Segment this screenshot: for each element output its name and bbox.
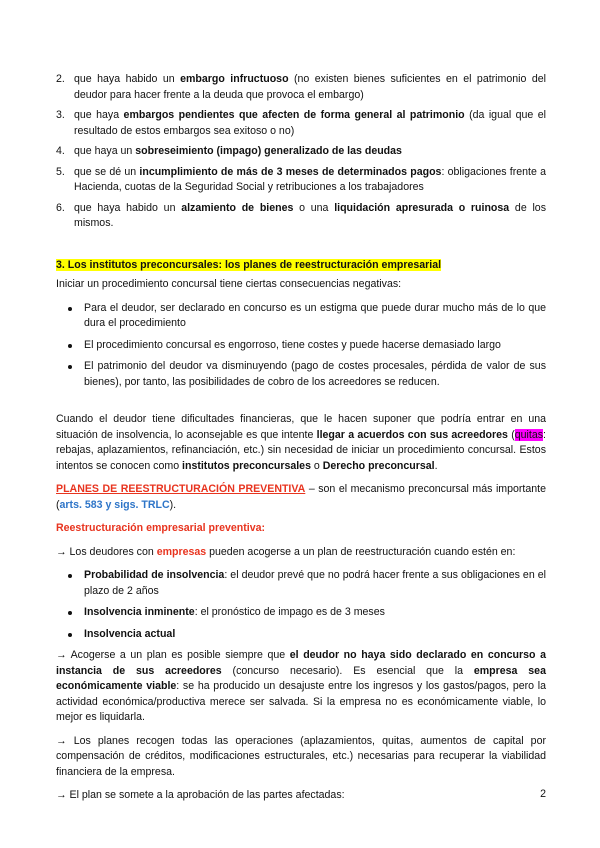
arrow-icon: →: [56, 789, 67, 801]
text: (no existen bienes suficientes en el patrimonio del deudor para hacer frente a la deuda que provoca el embargo): [74, 73, 546, 101]
text: Cuando el deudor tiene dificultades financieras, que le hacen suponer que podría entrar en una situación de insolvencia, lo aconsejable es que intente: [56, 413, 546, 441]
arrow-icon: →: [56, 734, 67, 747]
bold-text: Insolvencia actual: [84, 627, 176, 640]
text: : rebajas, aplazamientos, refinanciación, etc.) sin necesidad de iniciar un procedimiento concursal. Estos intentos se conocen como: [56, 428, 546, 472]
bold-text: el deudor no haya sido declarado en concurso a instancia de sus acreedores: [56, 649, 546, 677]
paragraph-planes: [56, 482, 546, 513]
text: que haya habido un: [74, 201, 182, 214]
section-intro: Iniciar un procedimiento concursal tiene ciertas consecuencias negativas:: [56, 278, 402, 290]
text: o: [310, 459, 323, 472]
arrow-icon: →: [56, 545, 67, 558]
text: (concurso necesario). Es esencial que la: [221, 664, 474, 677]
bullet-item: El procedimiento concursal es engorroso, tiene costes y puede hacerse demasiado largo: [56, 338, 546, 354]
list-number: 5.: [56, 165, 65, 178]
bold-text: embargo infructuoso: [180, 73, 289, 85]
bold-text: sobreseimiento (impago) generalizado de las deudas: [135, 145, 402, 157]
bullet-item: [56, 627, 546, 643]
text: Los deudores con: [66, 545, 157, 558]
arrow-icon: →: [56, 649, 67, 661]
text: de los mismos.: [74, 201, 546, 229]
red-heading: PLANES DE REESTRUCTURACIÓN PREVENTIVA: [56, 483, 306, 495]
paragraph-acuerdos: [56, 412, 546, 474]
list-number: 2.: [56, 73, 65, 85]
bullet-list: [56, 301, 546, 391]
bold-text: liquidación apresurada o ruinosa: [334, 201, 510, 214]
text: Los planes recogen todas las operaciones (aplazamientos, quitas, aumentos de capital por compensación de créditos, modificaciones estructurales, etc.) necesarias para recuperar la viabilidad financiera de la empresa.: [56, 734, 546, 778]
arrow-paragraph-2: [56, 648, 546, 726]
text: .: [434, 459, 438, 472]
text: : el deudor prevé que no podrá hacer frente a sus obligaciones en el plazo de 2 años: [84, 569, 546, 597]
bold-text: institutos preconcursales: [182, 459, 311, 472]
bullet-item: [56, 568, 546, 599]
list-item: [56, 201, 546, 232]
article-reference: arts. 583 y sigs. TRLC: [59, 498, 170, 511]
bold-text: alzamiento de bienes: [181, 201, 294, 214]
highlighted-text: quitas: [514, 428, 544, 441]
bold-text: empresa sea económicamente viable: [56, 664, 546, 692]
text: que haya: [74, 109, 124, 121]
list-item: [56, 144, 546, 160]
bold-text: embargos pendientes que afecten de forma general al patrimonio: [123, 109, 465, 121]
page-number: 2: [540, 788, 546, 800]
list-number: 3.: [56, 109, 65, 121]
red-text: empresas: [156, 545, 207, 558]
bold-text: incumplimiento de más de 3 meses de determinados pagos: [139, 165, 442, 178]
text: El plan se somete a la aprobación de las partes afectadas:: [66, 789, 345, 801]
text: : el pronóstico de impago es de 3 meses: [194, 606, 385, 618]
bullet-item: [56, 605, 546, 621]
bold-text: llegar a acuerdos con sus acreedores: [316, 428, 508, 441]
text: (da igual que el resultado de estos embargos sea exitoso o no): [74, 109, 547, 137]
text: que haya habido un: [74, 73, 181, 85]
bold-text: Probabilidad de insolvencia: [84, 569, 225, 581]
text: – son el mecanismo preconcursal más importante (: [56, 483, 546, 511]
text: que haya un: [74, 145, 136, 157]
bold-text: Insolvencia inminente: [84, 606, 195, 618]
text: Acogerse a un plan es posible siempre que: [66, 649, 290, 661]
section-heading: 3. Los institutos preconcursales: los planes de reestructuración empresarial: [56, 258, 442, 271]
arrow-paragraph-3: [56, 734, 546, 781]
list-item: [56, 72, 546, 103]
subheading: Reestructuración empresarial preventiva:: [56, 522, 266, 534]
bold-text: Derecho preconcursal: [322, 459, 435, 472]
numbered-list: [56, 72, 546, 232]
section-heading-row: [56, 258, 546, 274]
text: : obligaciones frente a Hacienda, cuotas de la Seguridad Social y retribuciones a los trabajadores: [74, 165, 546, 193]
insolvency-bullet-list: [56, 568, 546, 642]
bullet-item: El patrimonio del deudor va disminuyendo (pago de costes procesales, pérdida de valor de sus bienes), por tanto, las posibilidades de cobro de los acreedores se reducen.: [56, 359, 546, 390]
list-item: [56, 108, 546, 139]
list-number: 6.: [56, 201, 65, 214]
text: o una: [293, 201, 335, 214]
arrow-paragraph-1: [56, 545, 546, 561]
text: pueden acogerse a un plan de reestructuración cuando estén en:: [206, 545, 516, 558]
bullet-item: Para el deudor, ser declarado en concurso es un estigma que puede durar mucho más de lo que dura el procedimiento: [56, 301, 546, 332]
text: que se dé un: [74, 165, 140, 178]
arrow-paragraph-4: [56, 788, 546, 804]
list-item: [56, 165, 546, 196]
text: (: [507, 428, 515, 441]
page-content: [56, 72, 546, 812]
list-number: 4.: [56, 145, 65, 157]
text: ).: [169, 498, 177, 511]
text: : se ha producido un desajuste entre los ingresos y los gastos/pagos, pero la actividad económica/productiva merece ser salvada. Si la empresa no es económicamente viable, lo mejor es liquidarla.: [56, 680, 546, 723]
